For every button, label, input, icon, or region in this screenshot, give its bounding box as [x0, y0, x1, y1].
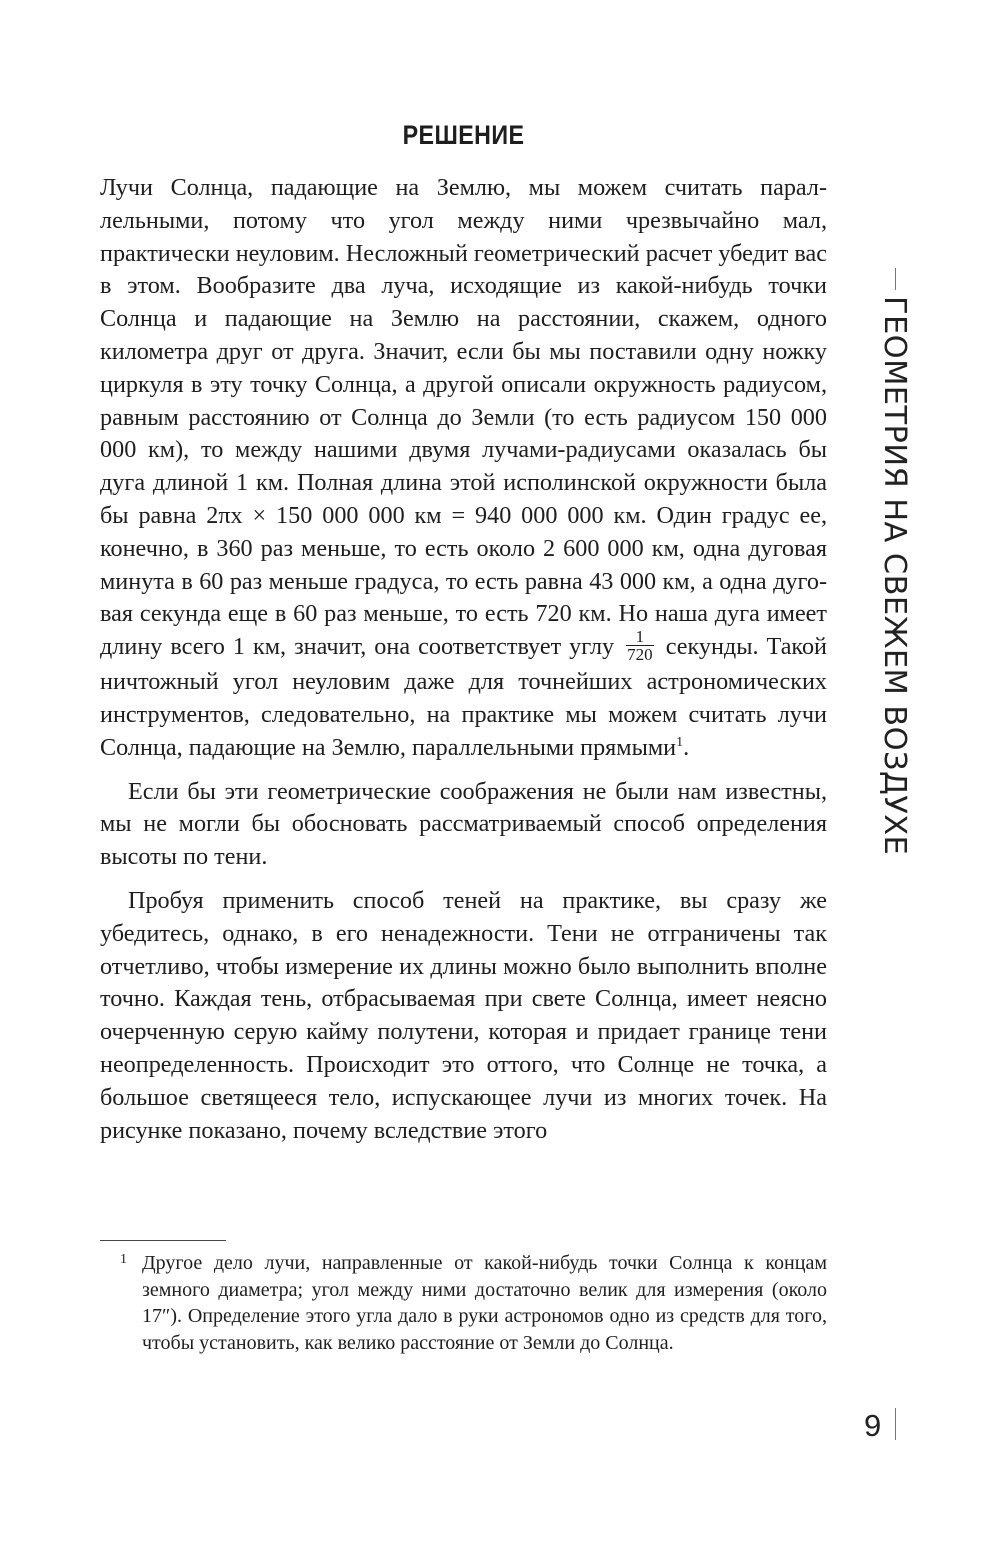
paragraph-1-end: . — [683, 733, 690, 761]
footnote — [100, 1250, 827, 1357]
fraction-numerator: 1 — [626, 628, 654, 646]
page-number: 9 — [864, 1408, 882, 1443]
section-heading: РЕШЕНИЕ — [402, 120, 525, 150]
paragraph-1-text: Лучи Солнца, падающие на Землю, мы можем считать параллельными, потому что угол между ними чрезвычайно мал, практически неуловим. Несложный геометрический расчет убедит вас в этом. Вообразите два луча, исходящие из какой-нибудь точки Солнца и падающие на Землю на расстоянии, скажем, одного километра друг от друга. Значит, если бы мы поставили одну ножку циркуля в эту точку Солнца, а другой описали окружность радиусом, равным расстоянию от Солнца до Земли (то есть радиусом 150 000 000 км), то между нашими двумя лучами-радиусами оказалась бы дуга длиной 1 км. Полная длина этой исполинской окружности была бы равна 2πx × 150 000 000 км = 940 000 000 км. Один градус ее, конечно, в 360 раз меньше, то есть около 2 600 000 км, одна дуговая минута в 60 раз меньше градуса, то есть равна 43 000 км, а одна дуговая секунда еще в 60 раз меньше, то есть 720 км. Но наша дуга имеет длину всего 1 км, значит, она соответствует углу — [100, 174, 827, 661]
fraction-1-720 — [626, 628, 654, 663]
paragraph-1-continuation: секунды. Такой ничтожный угол неуловим даже для точнейших астрономических инструментов, следовательно, на практике мы можем считать лучи Солнца, падающие на Землю, параллельными прямыми — [100, 633, 827, 761]
fraction-denominator: 720 — [627, 645, 653, 665]
footnote-divider — [100, 1240, 226, 1241]
running-title — [868, 296, 924, 856]
paragraph-1 — [100, 172, 827, 765]
page-number-rule — [895, 1408, 896, 1440]
running-title-rule — [895, 268, 896, 290]
paragraph-3: Пробуя применить способ теней на практике, вы сразу же убедитесь, однако, в его ненадежности. Тени не отграничены так отчетливо, чтобы измерение их длины можно было выполнить вполне точно. Каждая тень, отбрасываемая при свете Солнца, имеет неясно очерченную серую кайму полутени, которая и придает границе тени неопределенность. Происходит это оттого, что Солнце не точка, а большое светящееся тело, испускающее лучи из многих точек. На рисунке показано, почему вследствие этого — [100, 886, 827, 1144]
paragraph-2: Если бы эти геометрические соображения не были нам известны, мы не могли бы обосновать рассматриваемый способ определения высоты по тени. — [100, 777, 827, 871]
footnote-text: Другое дело лучи, направленные от какой-нибудь точки Солнца к концам земного диаметра; угол между ними достаточно велик для измерения (около 17″). Определение этого угла дало в руки астрономов одно из средств для того, чтобы установить, как велико расстояние от Земли до Солнца. — [142, 1252, 827, 1355]
running-title-text: ГЕОМЕТРИЯ НА СВЕЖЕМ ВОЗДУХЕ — [877, 296, 912, 856]
main-text — [100, 172, 827, 1147]
footnote-reference[interactable]: 1 — [676, 734, 684, 750]
footnote-mark: 1 — [120, 1252, 127, 1267]
